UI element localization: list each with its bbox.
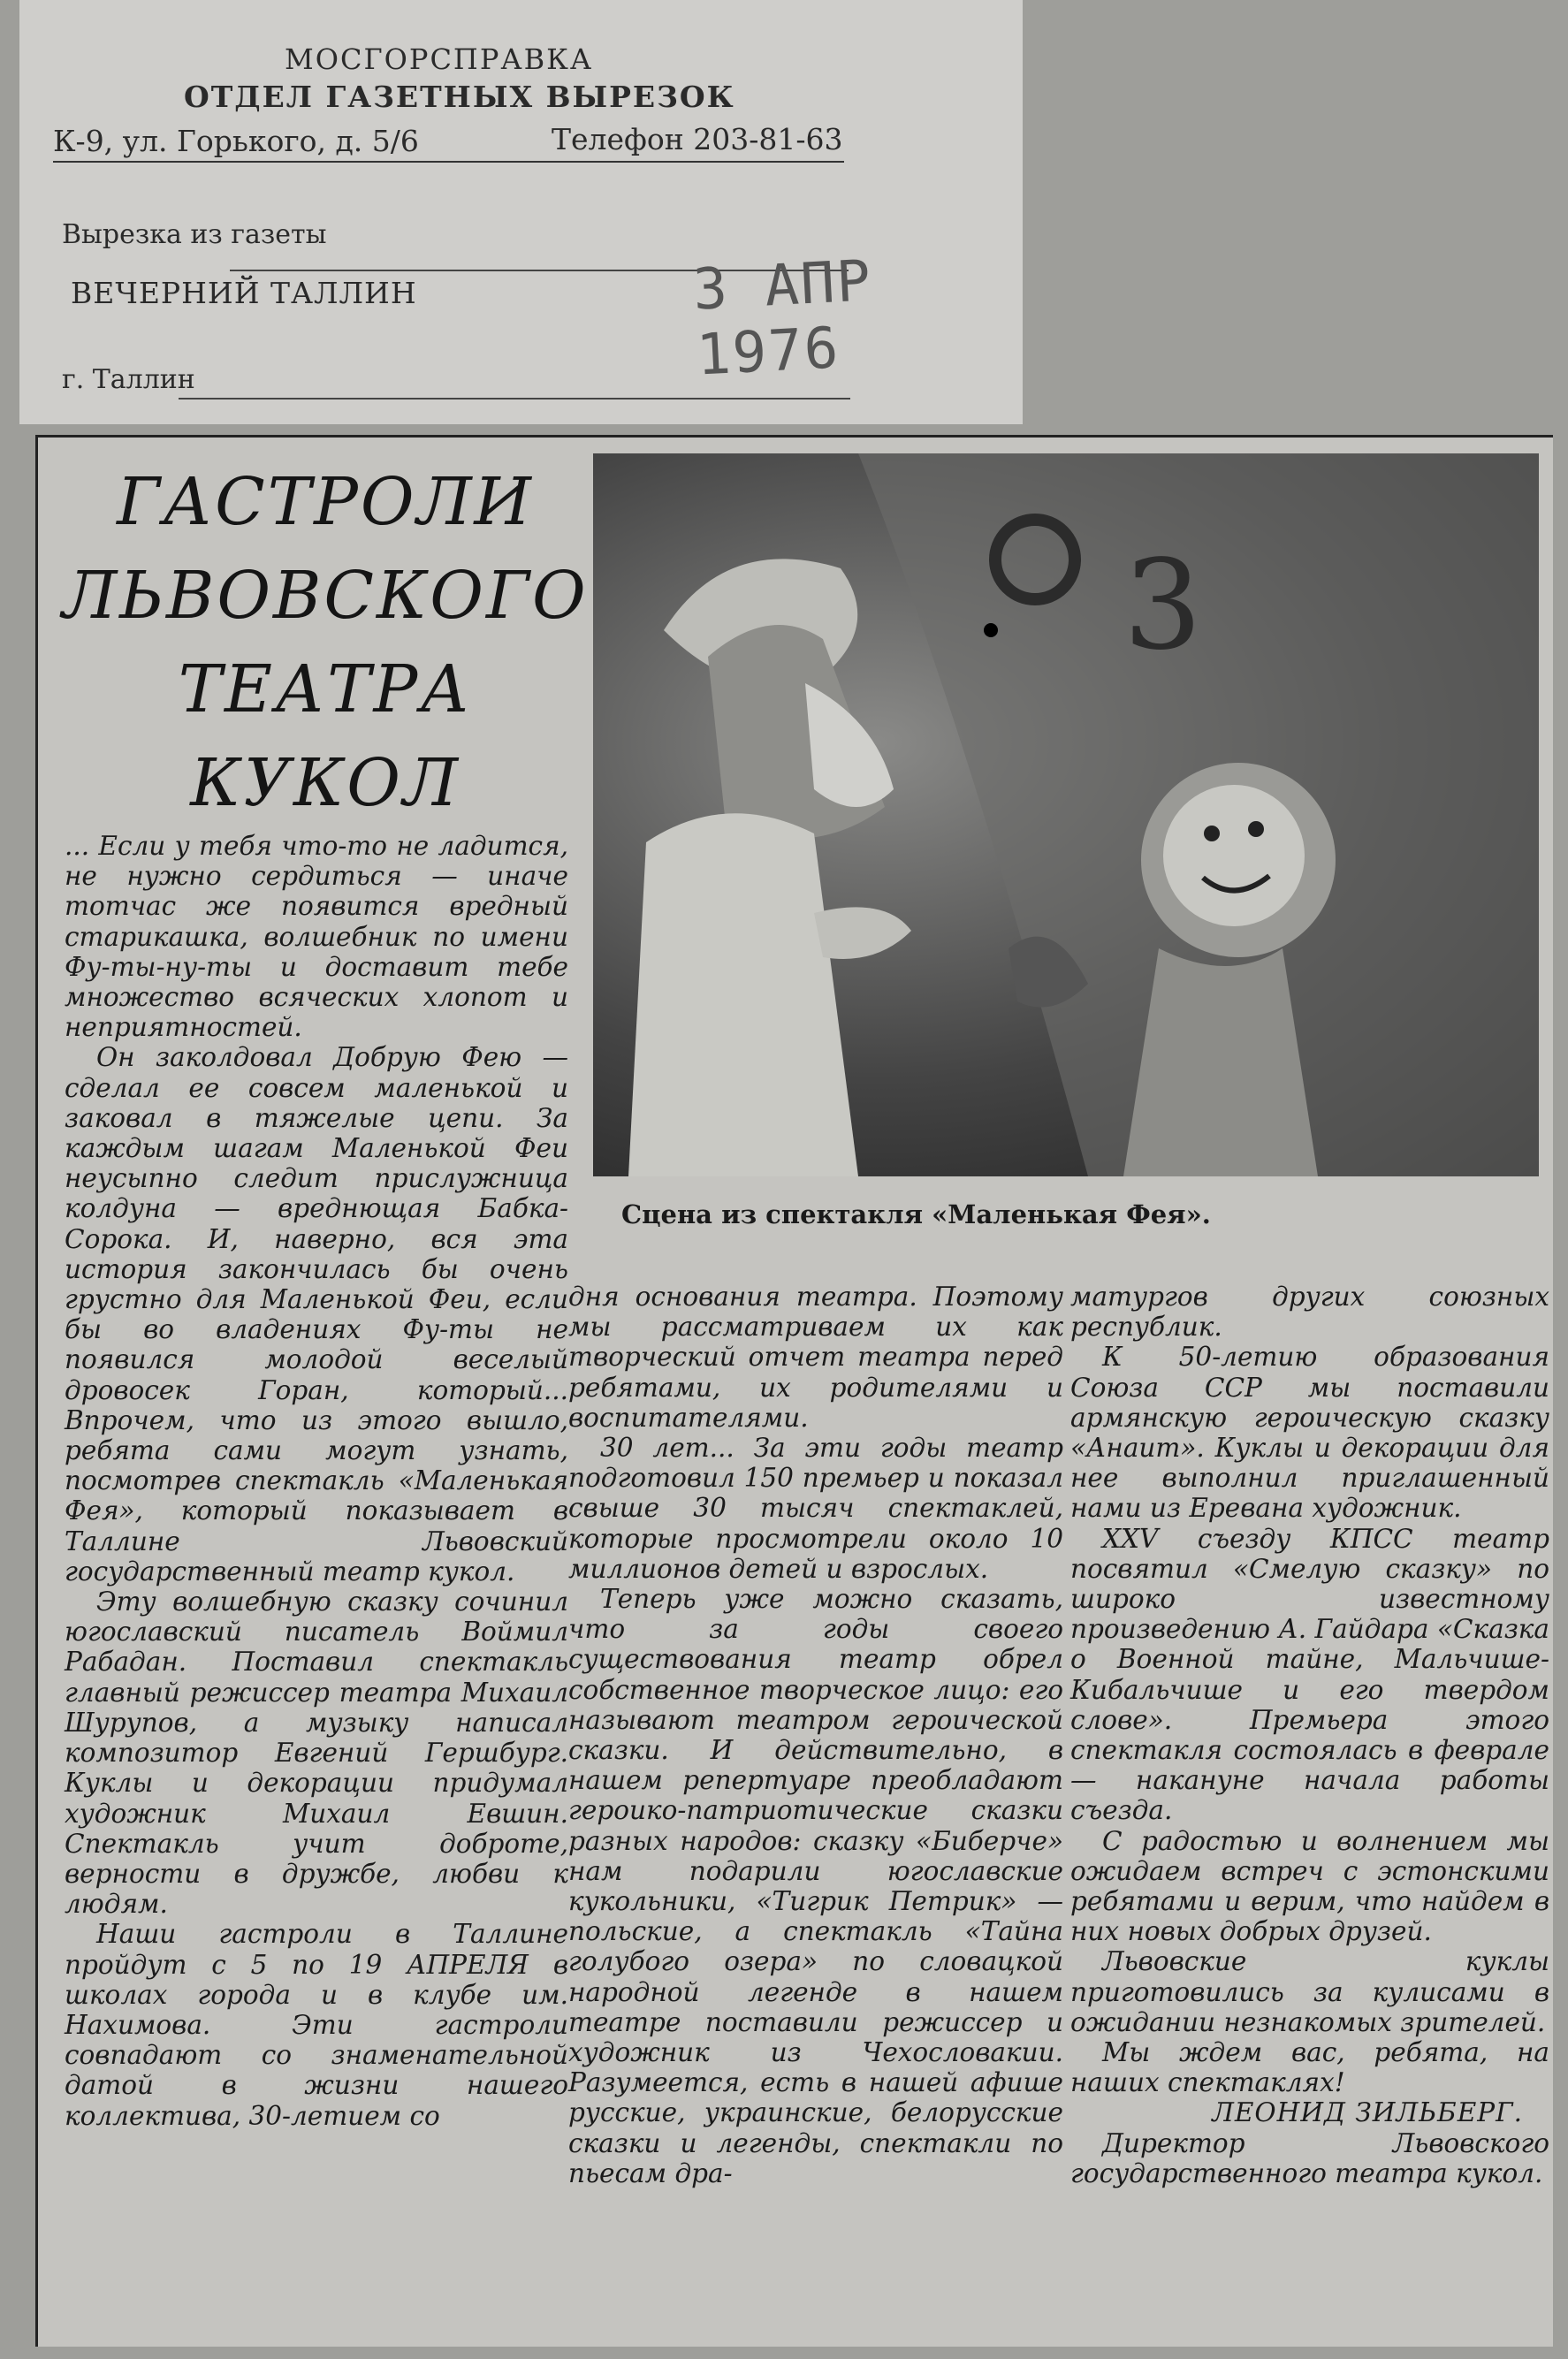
stamp-city: г. Таллин [62, 364, 195, 395]
puppet-scene-photo [593, 453, 1539, 1176]
photo-illustration [593, 453, 1539, 1176]
stamp-dept: ОТДЕЛ ГАЗЕТНЫХ ВЫРЕЗОК [184, 80, 735, 114]
stamp-address: К-9, ул. Горького, д. 5/6 [53, 124, 419, 158]
photo-caption: Сцена из спектакля «Маленькая Фея». [621, 1199, 1211, 1229]
paragraph: Он заколдовал Добрую Фею — сделал ее совсем маленькой и заковал в тяжелые цепи. За каждым шагам Маленькой Феи неусыпно следит прислужница колдуна — вреднющая Бабка-Сорока. И, наверно, вся эта история закончилась бы очень грустно для Маленькой Феи, если бы во владениях Фу-ты не появился молодой веселый дровосек Горан, который... Впрочем, что из этого вышло, ребята сами могут узнать, посмотрев спектакль «Маленькая Фея», который показывает в Таллине Львовский государственный театр кукол. [65, 1042, 568, 1587]
newspaper-clipping [35, 435, 1553, 2347]
paragraph: 30 лет... За эти годы театр подготовил 150 премьер и показал свыше 30 тысяч спектаклей, которые просмотрели около 10 миллионов детей и взрослых. [568, 1433, 1063, 1584]
headline-line: ЛЬВОВСКОГО [62, 558, 589, 634]
article-column-2 [568, 1282, 1063, 2188]
paragraph: К 50-летию образования Союза ССР мы поставили армянскую героическую сказку «Анаит». Куклы и декорации для нее выполнил приглашенный нами из Еревана художник. [1070, 1342, 1549, 1524]
svg-text:3: 3 [1123, 534, 1203, 678]
stamp-divider [53, 161, 844, 163]
paragraph: Эту волшебную сказку сочинил югославский писатель Воймил Рабадан. Поставил спектакль главный режиссер театра Михаил Шурупов, а музыку написал композитор Евгений Гершбург. Куклы и декорации придумал художник Михаил Евшин. Спектакль учит доброте, верности в дружбе, любви к людям. [65, 1587, 568, 1920]
article-column-1 [65, 831, 568, 2131]
stamp-phone: Телефон 203-81-63 [552, 122, 843, 156]
author-signature: ЛЕОНИД ЗИЛЬБЕРГ. [1212, 2097, 1523, 2128]
paragraph: Наши гастроли в Таллине пройдут с 5 по 19 АПРЕЛЯ в школах города и в клубе им. Нахимова. Эти гастроли совпадают со знаменательной датой в жизни нашего коллектива, 30-летием со [65, 1919, 568, 2131]
paragraph: Теперь уже можно сказать, что за годы своего существования театр обрел собственное творческое лицо: его называют театром героической сказки. И действительно, в нашем репертуаре преобладают героико-патриотические сказки разных народов: сказку «Биберче» нам подарили югославские кукольники, «Тигрик Петрик» — польские, а спектакль «Тайна голубого озера» по словацкой народной легенде в нашем театре поставили режиссер и художник из Чехословакии. Разумеется, есть в нашей афише русские, украинские, белорусские сказки и легенды, спектакли по пьесам дра- [568, 1584, 1063, 2188]
headline-line: КУКОЛ [190, 745, 461, 821]
headline-line: ГАСТРОЛИ [117, 464, 534, 540]
author-position: Директор Львовского государственного театра кукол. [1070, 2127, 1549, 2188]
paragraph: Мы ждем вас, ребята, на наших спектаклях! [1070, 2037, 1549, 2098]
paragraph: дня основания театра. Поэтому мы рассматриваем их как творческий отчет театра перед ребятами, их родителями и воспитателями. [568, 1282, 1063, 1433]
stamp-from-label: Вырезка из газеты [62, 219, 327, 250]
paragraph: матургов других союзных республик. [1070, 1282, 1549, 1343]
article-headline [56, 455, 595, 830]
headline-line: ТЕАТРА [178, 651, 473, 727]
paragraph: ... Если у тебя что-то не ладится, не нужно сердиться — иначе тотчас же появится вредный старикашка, волшебник по имени Фу-ты-ну-ты и доставит тебе множество всяческих хлопот и неприятностей. [65, 831, 568, 1043]
stamp-field-line [179, 398, 850, 400]
article-column-3 [1070, 1282, 1549, 2188]
paragraph: Львовские куклы приготовились за кулисами в ожидании незнакомых зрителей. [1070, 1946, 1549, 2037]
paragraph: С радостью и волнением мы ожидаем встреч с эстонскими ребятами и верим, что найдем в них новых добрых друзей. [1070, 1825, 1549, 1947]
stamp-newspaper: ВЕЧЕРНИЙ ТАЛЛИН [71, 276, 417, 310]
date-stamp: 3 АПР 1976 [691, 248, 874, 389]
clipping-service-stamp [19, 0, 1023, 424]
paragraph: XXV съезду КПСС театр посвятил «Смелую сказку» по широко известному произведению А. Гайдара «Сказка о Военной тайне, Мальчише-Кибальчише и его твердом слове». Премьера этого спектакля состоялась в феврале — накануне начала работы съезда. [1070, 1523, 1549, 1826]
stamp-org: МОСГОРСПРАВКА [285, 42, 594, 76]
